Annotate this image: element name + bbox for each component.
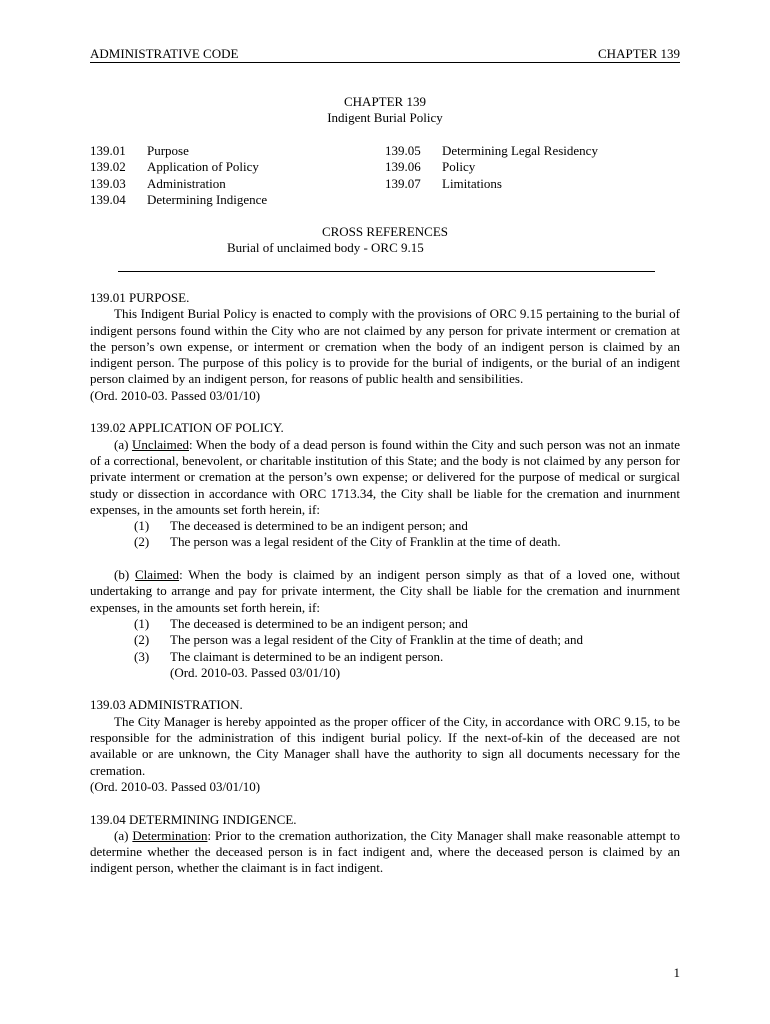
- subsection-b: [90, 567, 680, 616]
- list-text: The deceased is determined to be an indigent person; and: [170, 615, 468, 631]
- list-number: (1): [134, 518, 150, 534]
- toc-label: Application of Policy: [147, 159, 259, 175]
- section-heading: 139.01 PURPOSE.: [90, 290, 190, 305]
- section-heading: 139.02 APPLICATION OF POLICY.: [90, 420, 284, 436]
- list-item: [90, 616, 680, 632]
- ordinance-note: (Ord. 2010-03. Passed 03/01/10): [90, 778, 261, 794]
- toc-label: Limitations: [442, 175, 502, 191]
- cross-reference-entry: Burial of unclaimed body - ORC 9.15: [227, 240, 424, 256]
- subsection-term: Determination: [132, 827, 208, 843]
- cross-references: [90, 224, 680, 257]
- header-right: CHAPTER 139: [598, 46, 680, 61]
- toc-entry: [90, 143, 267, 159]
- spacer: [90, 551, 680, 567]
- toc-label: Policy: [442, 159, 476, 175]
- subsection-text: : Prior to the cremation authorization, the City Manager shall make reasonable attempt to determine whether the deceased person is in fact indigent and, where the deceased person is claimed by an indigent person, whether the claimant is in fact indigent.: [90, 827, 680, 876]
- list-text: The deceased is determined to be an indigent person; and: [170, 518, 468, 534]
- subsection-text: : When the body of a dead person is found within the City and such person was not an inmate of a correctional, benevolent, or charitable institution of this State; and the body is not claimed by any person for private interment or cremation at the person’s own expense; or delivered for the purpose of medical or surgical study or dissection in accordance with ORC 1713.34, the City shall be liable for the cremation and inurnment expenses, in the amounts set forth herein, if:: [90, 436, 681, 517]
- page-number: 1: [673, 965, 680, 980]
- list-number: (2): [134, 632, 150, 648]
- list-number: (1): [134, 615, 150, 631]
- list-number: (3): [134, 648, 150, 664]
- cross-references-heading: CROSS REFERENCES: [321, 224, 449, 239]
- toc-entry: [90, 192, 267, 208]
- subsection-term: Claimed: [135, 567, 180, 583]
- chapter-title-block: [90, 94, 680, 127]
- subsection-a: [90, 437, 680, 518]
- list-item: [90, 632, 680, 648]
- list-text: The person was a legal resident of the City of Franklin at the time of death; and: [170, 632, 583, 648]
- toc-number: 139.04: [90, 191, 126, 207]
- toc-column-right: [385, 143, 598, 192]
- subsection-a: [90, 828, 680, 877]
- ordinance-note: (Ord. 2010-03. Passed 03/01/10): [170, 664, 341, 680]
- section-139-01: [90, 290, 680, 404]
- section-139-04: [90, 812, 680, 877]
- subsection-term: Unclaimed: [131, 436, 189, 452]
- list-text: The claimant is determined to be an indigent person.: [170, 648, 444, 664]
- toc-number: 139.05: [385, 143, 421, 158]
- document-body: [90, 290, 680, 893]
- toc-label: Determining Indigence: [147, 191, 268, 207]
- subsection-prefix: (b): [114, 567, 136, 583]
- toc-entry: [385, 159, 598, 175]
- section-139-02: [90, 420, 680, 681]
- chapter-title: CHAPTER 139: [344, 94, 426, 109]
- horizontal-rule: [118, 271, 655, 272]
- toc-label: Purpose: [147, 143, 189, 158]
- toc-number: 139.03: [90, 175, 126, 191]
- list-item: [90, 649, 680, 665]
- toc-number: 139.07: [385, 175, 421, 191]
- subsection-text: : When the body is claimed by an indigent person simply as that of a loved one, without undertaking to arrange and pay for private interment, the City shall be liable for the cremation and inurnment expenses, in the amounts set forth herein, if:: [90, 567, 680, 615]
- section-heading: 139.03 ADMINISTRATION.: [90, 697, 243, 713]
- toc-label: Administration: [147, 175, 226, 191]
- list-text: The person was a legal resident of the City of Franklin at the time of death.: [170, 534, 561, 550]
- toc-label: Determining Legal Residency: [442, 143, 598, 158]
- section-paragraph: This Indigent Burial Policy is enacted to comply with the provisions of ORC 9.15 pertaining to the burial of indigent persons found within the City who are not claimed by any person for private interment or cremation at the person’s own expense, or interment or cremation when the body of an indigent person is claimed by an indigent person. The purpose of this policy is to provide for the burial of indigents, or the burial of an indigent person claimed by an indigent person, for reasons of public health and sensibilities.: [90, 306, 680, 387]
- list-item: [90, 534, 680, 550]
- section-139-03: [90, 697, 680, 795]
- list-item: [90, 518, 680, 534]
- toc-entry: [385, 176, 598, 192]
- toc-number: 139.02: [90, 159, 126, 175]
- subsection-prefix: (a): [114, 436, 132, 452]
- toc-column-left: [90, 143, 267, 208]
- page-header: [90, 46, 680, 63]
- chapter-subtitle: Indigent Burial Policy: [327, 110, 443, 126]
- section-heading: 139.04 DETERMINING INDIGENCE.: [90, 811, 297, 827]
- section-paragraph: The City Manager is hereby appointed as the proper officer of the City, in accordance with ORC 9.15, to be responsible for the administration of this indigent burial policy. If the next-of-kin of the deceased are not available or are unknown, the City Manager shall have the authority to sign all documents necessary for the cremation.: [90, 713, 680, 778]
- list-number: (2): [134, 534, 150, 550]
- header-left: ADMINISTRATIVE CODE: [90, 46, 239, 61]
- toc-number: 139.06: [385, 159, 421, 175]
- subsection-prefix: (a): [114, 827, 133, 843]
- toc-entry: [385, 143, 598, 159]
- toc-entry: [90, 159, 267, 175]
- toc-entry: [90, 176, 267, 192]
- ordinance-note: (Ord. 2010-03. Passed 03/01/10): [90, 387, 261, 403]
- toc-number: 139.01: [90, 143, 126, 158]
